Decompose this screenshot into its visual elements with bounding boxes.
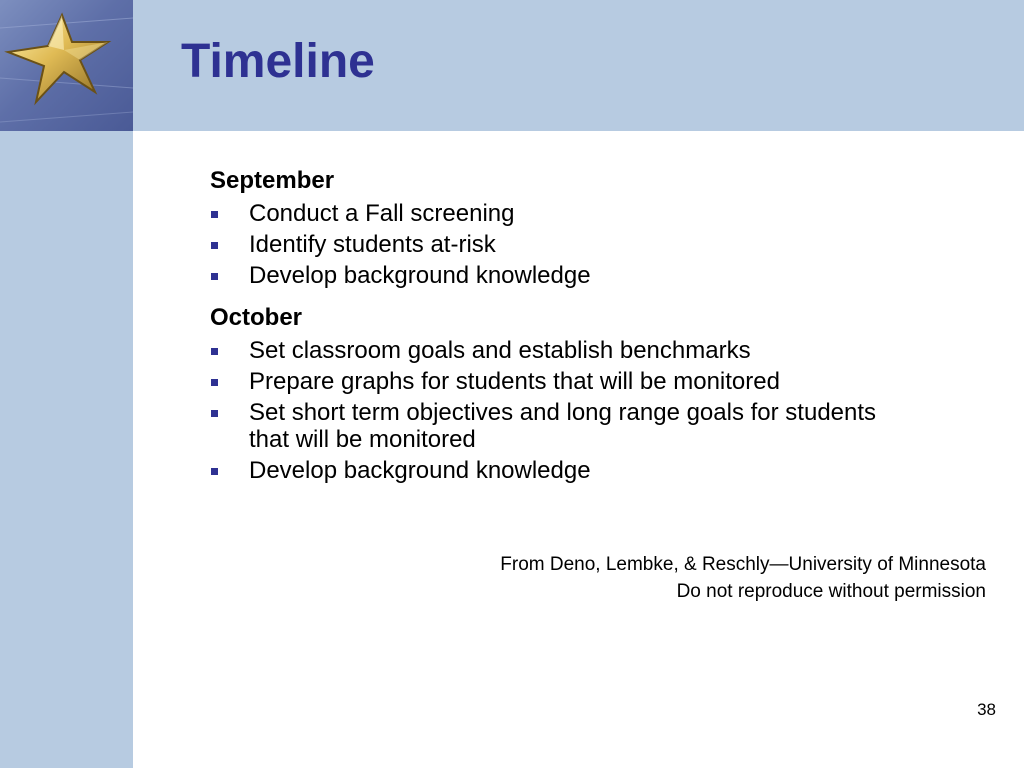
- citation-notice: Do not reproduce without permission: [676, 581, 986, 602]
- list-item-text: Set short term objectives and long range goals for students that will be monitored: [249, 399, 877, 453]
- list-item-text: Develop background knowledge: [249, 262, 591, 289]
- square-bullet-icon: [211, 410, 218, 417]
- star-icon: [0, 0, 133, 131]
- list-item: [210, 231, 910, 258]
- citation-source: From Deno, Lembke, & Reschly—University of Minnesota: [500, 554, 986, 575]
- page-number: 38: [977, 700, 996, 719]
- title-band: [0, 0, 1024, 131]
- slide-content: [210, 166, 910, 484]
- square-bullet-icon: [211, 348, 218, 355]
- square-bullet-icon: [211, 379, 218, 386]
- section-heading-october: October: [210, 304, 303, 331]
- list-item-text: Set classroom goals and establish benchmarks: [249, 337, 751, 364]
- list-item-text: Prepare graphs for students that will be monitored: [249, 368, 780, 395]
- october-list: [210, 337, 910, 484]
- square-bullet-icon: [211, 242, 218, 249]
- square-bullet-icon: [211, 468, 218, 475]
- section-heading-september: September: [210, 167, 335, 194]
- square-bullet-icon: [211, 211, 218, 218]
- list-item-text: Conduct a Fall screening: [249, 200, 515, 227]
- list-item: [210, 262, 910, 289]
- list-item: [210, 368, 910, 395]
- list-item: [210, 337, 910, 364]
- list-item-text: Identify students at-risk: [249, 231, 496, 258]
- slide-title: Timeline: [181, 35, 375, 88]
- september-list: [210, 200, 910, 289]
- square-bullet-icon: [211, 273, 218, 280]
- list-item: [210, 457, 910, 484]
- list-item: [210, 399, 889, 453]
- list-item-text: Develop background knowledge: [249, 457, 591, 484]
- list-item: [210, 200, 910, 227]
- citation: [500, 551, 986, 605]
